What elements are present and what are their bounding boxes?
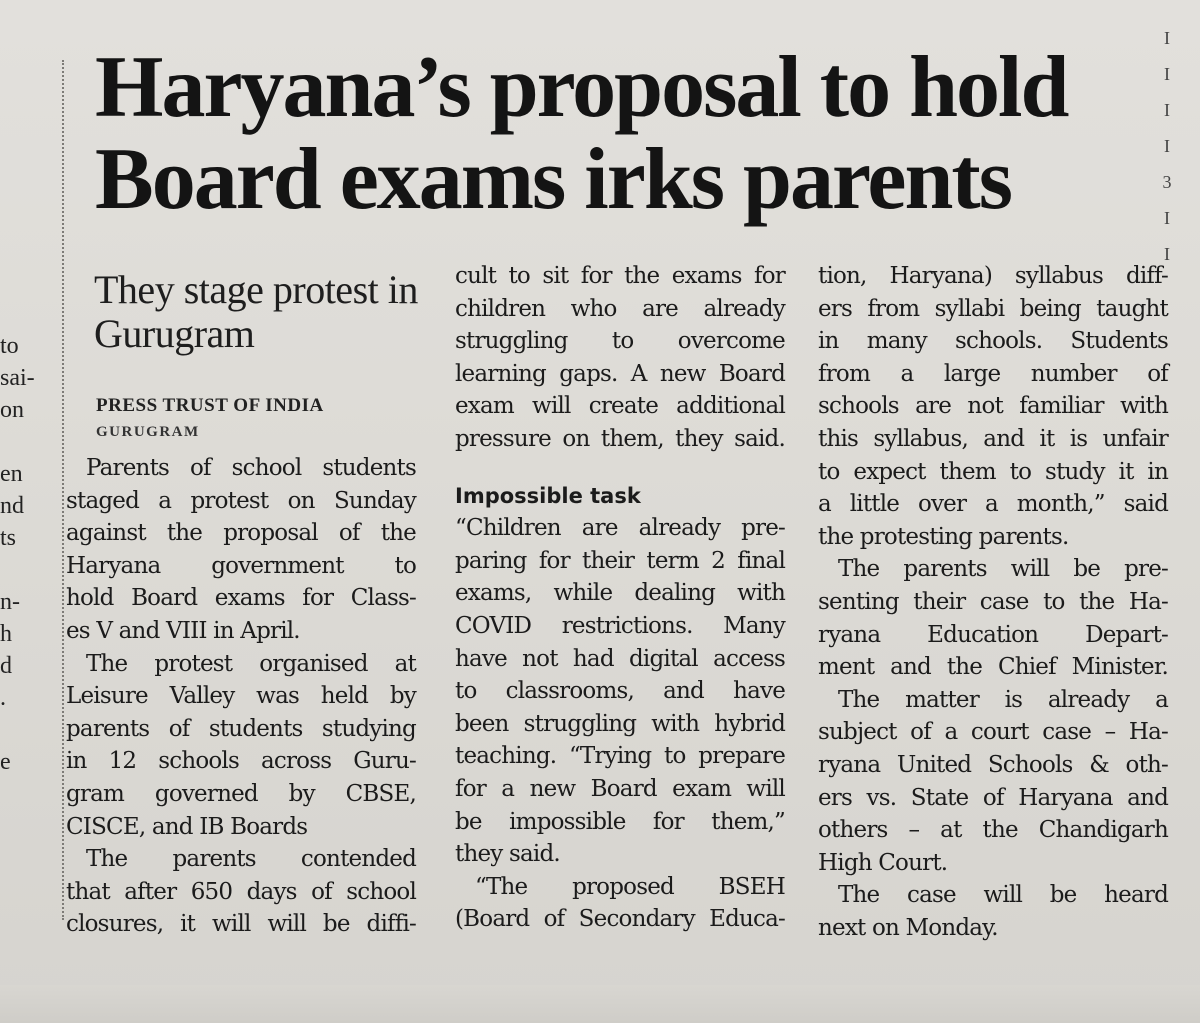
byline: PRESS TRUST OF INDIA [96, 395, 324, 416]
article-text-line: others – at the Chandigarh [818, 817, 1168, 844]
article-text-line: exam will create additional [455, 393, 785, 420]
article-text-line: ryana United Schools & oth- [818, 751, 1168, 778]
article-text-line: subject of a court case – Ha- [818, 719, 1168, 746]
fragment-text: 3 [1162, 172, 1172, 192]
article-text-line: COVID restrictions. Many [455, 612, 785, 639]
article-text-line: struggling to overcome [455, 328, 785, 355]
article-text-line: The case will be heard [838, 882, 1168, 909]
article-text-line: exams, while dealing with [455, 580, 785, 607]
article-text-line: (Board of Secondary Educa- [455, 906, 785, 933]
fragment-text: d [0, 653, 12, 679]
fragment-text: . [0, 685, 6, 711]
article-text-line: ment and the Chief Minister. [818, 654, 1168, 681]
article-text-line: teaching. “Trying to prepare [455, 743, 785, 770]
article-text-line: from a large number of [818, 360, 1168, 387]
fragment-text: e [0, 749, 11, 775]
fragment-text: sai- [0, 365, 35, 391]
page-bottom-edge [0, 985, 1200, 1023]
article-text-line: to expect them to study it in [818, 458, 1168, 485]
article-text-line: gram governed by CBSE, [66, 780, 416, 807]
article-text-line: children who are already [455, 295, 785, 322]
article-text-line: tion, Haryana) syllabus diff- [818, 263, 1168, 289]
fragment-text: on [0, 397, 24, 423]
article-text-line: The protest organised at [86, 650, 416, 677]
fragment-text [0, 714, 44, 746]
headline-line: Haryana’s proposal to hold [95, 39, 1068, 136]
fragment-text [0, 554, 44, 586]
article-text-line: next on Monday. [818, 914, 998, 941]
article-text-line: a little over a month,” said [818, 491, 1168, 518]
article-text-line: Leisure Valley was held by [66, 683, 416, 710]
fragment-text: nd [0, 493, 24, 519]
article-text-line: for a new Board exam will [455, 775, 785, 802]
dateline: GURUGRAM [96, 424, 200, 440]
article-text-line: CISCE, and IB Boards [66, 813, 308, 840]
article-text-line: learning gaps. A new Board [455, 360, 785, 387]
fragment-text [0, 426, 44, 458]
headline-line: Board exams irks parents [95, 131, 1011, 228]
article-text-line: to classrooms, and have [455, 678, 785, 705]
article-text-line: staged a protest on Sunday [66, 487, 416, 514]
article-text-line: in many schools. Students [818, 328, 1168, 355]
article-text-line: “Children are already pre- [455, 515, 785, 542]
article-text-line: es V and VIII in April. [66, 617, 300, 644]
article-text-line: ers from syllabi being taught [818, 295, 1168, 322]
article-text-line: “The proposed BSEH [475, 873, 785, 900]
article-text-line: the protesting parents. [818, 523, 1069, 550]
article-text-line: schools are not familiar with [818, 393, 1168, 420]
article-text-line: ryana Education Depart- [818, 621, 1168, 648]
article-text-line: they said. [455, 841, 560, 868]
article-text-line: this syllabus, and it is unfair [818, 425, 1168, 452]
subheadline: They stage protest in Gurugram [94, 267, 418, 356]
fragment-text: I [1164, 28, 1170, 48]
article-text-line: been struggling with hybrid [455, 710, 785, 737]
article-text-line: be impossible for them,” [455, 808, 785, 835]
fragment-text: ts [0, 525, 17, 551]
article-text-line: The matter is already a [838, 686, 1168, 713]
article-text-line: against the proposal of the [66, 520, 416, 547]
right-edge-fragment [1152, 20, 1182, 272]
article-text-line: cult to sit for the exams for [455, 263, 785, 289]
article-text-line: hold Board exams for Class- [66, 585, 416, 612]
article-text-line: Haryana government to [66, 552, 416, 579]
fragment-text: en [0, 461, 23, 487]
article-text-line: that after 650 days of school [66, 878, 416, 905]
article-text-line: The parents will be pre- [838, 556, 1168, 583]
article-column-3 [818, 260, 1168, 944]
article-text-line: pressure on them, they said. [455, 425, 785, 452]
article-text-line: senting their case to the Ha- [818, 588, 1168, 615]
article-text-line: Parents of school students [86, 455, 416, 481]
fragment-text: n- [0, 589, 20, 615]
article-column-2 [455, 260, 785, 936]
article-text-line: have not had digital access [455, 645, 785, 672]
article-text-line: High Court. [818, 849, 948, 876]
fragment-text: to [0, 333, 19, 359]
article-text-line: ers vs. State of Haryana and [818, 784, 1168, 811]
fragment-text: h [0, 621, 12, 647]
fragment-text: I [1164, 100, 1170, 120]
fragment-text: I [1164, 136, 1170, 156]
fragment-text: I [1164, 244, 1170, 264]
article-text-line: The parents contended [86, 846, 416, 873]
headline [95, 39, 1140, 228]
article-text-line: in 12 schools across Guru- [66, 748, 416, 775]
section-subheading: Impossible task [455, 483, 641, 508]
fragment-text: I [1164, 208, 1170, 228]
article-text-line: closures, it will will be diffi- [66, 911, 416, 938]
article-text-line: paring for their term 2 final [455, 547, 785, 574]
column-divider-rule [62, 60, 64, 920]
fragment-text: I [1164, 64, 1170, 84]
adjacent-column-fragment [0, 330, 44, 778]
article-column-1 [66, 452, 416, 941]
article-text-line: parents of students studying [66, 715, 416, 742]
